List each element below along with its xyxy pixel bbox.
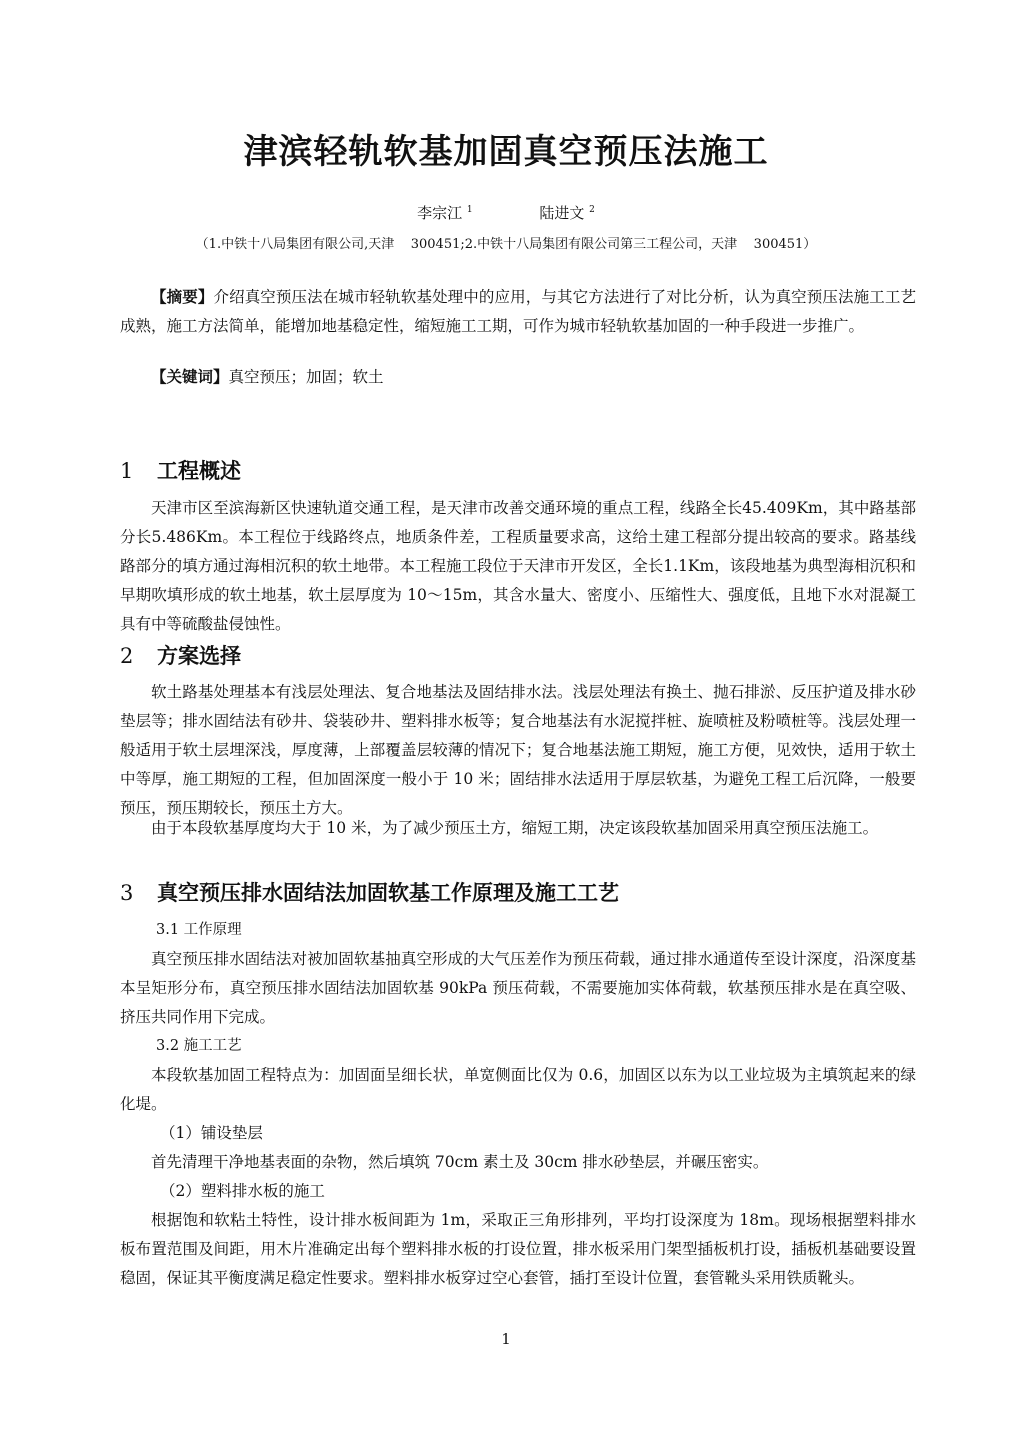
subsection-3-1-paragraph: 真空预压排水固结法对被加固软基抽真空形成的大气压差作为预压荷载，通过排水通道传至设计深度，沿深度基本呈矩形分布，真空预压排水固结法加固软基 90kPa 预压荷载，不需要施加实体荷载，软基预压排水是在真空吸、挤压共同作用下完成。 <box>120 950 916 1026</box>
abstract <box>120 282 916 341</box>
page-number: 1 <box>501 1330 511 1348</box>
author-2-affiliation-mark: 2 <box>589 205 595 215</box>
section-heading-2 <box>120 640 916 670</box>
section-number: 1 <box>120 459 134 483</box>
abstract-text: 介绍真空预压法在城市轻轨软基处理中的应用，与其它方法进行了对比分析，认为真空预压法施工工艺成熟，施工方法简单，能增加地基稳定性，缩短施工工期，可作为城市轻轨软基加固的一种手段进一步推广。 <box>120 288 916 335</box>
author-1: 李宗江 <box>417 204 463 222</box>
section-heading-3 <box>120 877 916 907</box>
section-2-paragraph-1: 软土路基处理基本有浅层处理法、复合地基法及固结排水法。浅层处理法有换土、抛石排淤、反压护道及排水砂垫层等；排水固结法有砂井、袋装砂井、塑料排水板等；复合地基法有水泥搅拌桩、旋喷桩及粉喷桩等。浅层处理一般适用于软土层埋深浅，厚度薄，上部覆盖层较薄的情况下；复合地基法施工期短，施工方便，见效快，适用于软土中等厚，施工期短的工程，但加固深度一般小于 10 米；固结排水法适用于厚层软基，为避免工程工后沉降，一般要预压，预压期较长，预压土方大。 <box>120 683 916 817</box>
paper-title: 津滨轻轨软基加固真空预压法施工 <box>243 132 769 172</box>
subsection-title-3-1: 3.1 工作原理 <box>156 922 242 938</box>
item-title-1: （1）铺设垫层 <box>160 1124 263 1142</box>
author-line <box>0 202 1012 223</box>
section-1-paragraph: 天津市区至滨海新区快速轨道交通工程，是天津市改善交通环境的重点工程，线路全长45.409Km，其中路基部分长5.486Km。本工程位于线路终点，地质条件差，工程质量要求高，这给土建工程部分提出较高的要求。路基线路部分的填方通过海相沉积的软土地带。本工程施工段位于天津市开发区，全长1.1Km，该段地基为典型海相沉积和早期吹填形成的软土地基，软土层厚度为 10～15m，其含水量大、密度小、压缩性大、强度低，且地下水对混凝工具有中等硫酸盐侵蚀性。 <box>120 499 916 633</box>
keywords-text: 真空预压；加固；软土 <box>228 368 384 386</box>
section-title: 方案选择 <box>157 644 241 668</box>
section-heading-1 <box>120 455 916 485</box>
section-number: 2 <box>120 644 134 668</box>
abstract-label: 【摘要】 <box>151 287 214 306</box>
affiliation-line: （1.中铁十八局集团有限公司,天津 300451;2.中铁十八局集团有限公司第三工程公司，天津 300451） <box>195 237 817 252</box>
item-title-2: （2）塑料排水板的施工 <box>160 1182 325 1200</box>
item-2-paragraph: 根据饱和软粘土特性，设计排水板间距为 1m，采取正三角形排列，平均打设深度为 18m。现场根据塑料排水板布置范围及间距，用木片准确定出每个塑料排水板的打设位置，排水板采用门架型插板机打设，插板机基础要设置稳固，保证其平衡度满足稳定性要求。塑料排水板穿过空心套管，插打至设计位置，套管靴头采用铁质靴头。 <box>120 1211 916 1287</box>
section-2-paragraph-2: 由于本段软基厚度均大于 10 米，为了减少预压土方，缩短工期，决定该段软基加固采用真空预压法施工。 <box>151 819 879 837</box>
keywords <box>120 362 916 392</box>
section-title: 工程概述 <box>157 459 241 483</box>
item-1-paragraph: 首先清理干净地基表面的杂物，然后填筑 70cm 素土及 30cm 排水砂垫层，并碾压密实。 <box>151 1153 769 1171</box>
section-number: 3 <box>120 881 134 905</box>
subsection-3-2-paragraph: 本段软基加固工程特点为：加固面呈细长状，单宽侧面比仅为 0.6，加固区以东为以工业垃圾为主填筑起来的绿化堤。 <box>120 1066 916 1113</box>
section-3-body <box>120 916 916 1293</box>
subsection-title-3-2: 3.2 施工工艺 <box>156 1038 242 1054</box>
author-2: 陆进文 <box>539 204 585 222</box>
keywords-label: 【关键词】 <box>151 367 229 386</box>
section-title: 真空预压排水固结法加固软基工作原理及施工工艺 <box>157 881 619 905</box>
author-1-affiliation-mark: 1 <box>466 205 473 215</box>
